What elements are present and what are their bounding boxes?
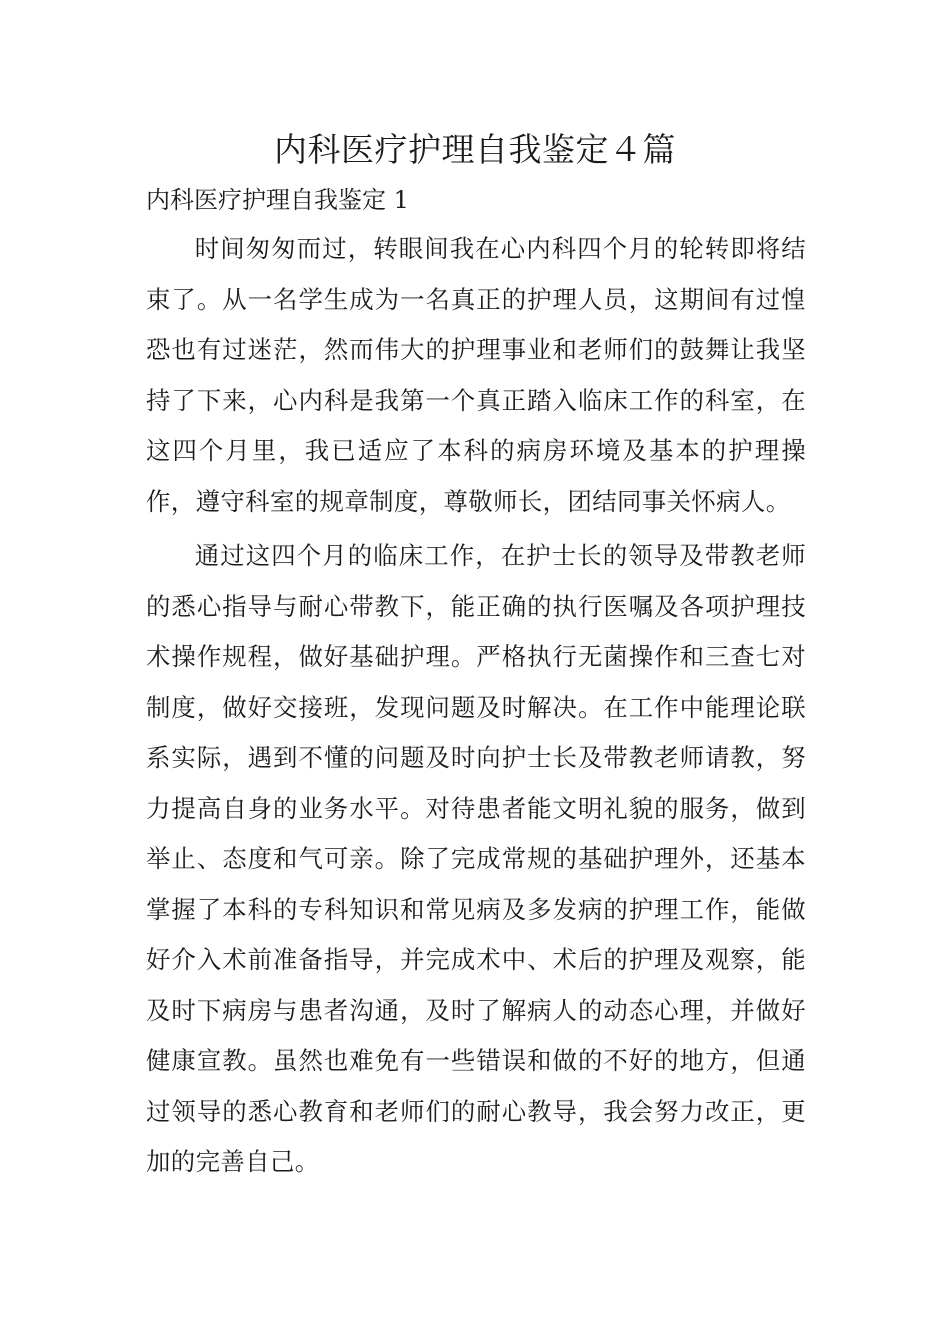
document-title: 内科医疗护理自我鉴定４篇 <box>274 130 676 169</box>
paragraph-1: 时间匆匆而过，转眼间我在心内科四个月的轮转即将结束了。从一名学生成为一名真正的护理人员，这期间有过惶恐也有过迷茫，然而伟大的护理事业和老师们的鼓舞让我坚持了下来，心内科是我第一个真正踏入临床工作的科室，在这四个月里，我已适应了本科的病房环境及基本的护理操作，遵守科室的规章制度，尊敬师长，团结同事关怀病人。 <box>146 234 806 516</box>
document-body <box>146 224 806 1192</box>
paragraph-2: 通过这四个月的临床工作，在护士长的领导及带教老师的悉心指导与耐心带教下，能正确的执行医嘱及各项护理技术操作规程，做好基础护理。严格执行无菌操作和三查七对制度，做好交接班，发现问题及时解决。在工作中能理论联系实际，遇到不懂的问题及时向护士长及带教老师请教，努力提高自身的业务水平。对待患者能文明礼貌的服务，做到举止、态度和气可亲。除了完成常规的基础护理外，还基本掌握了本科的专科知识和常见病及多发病的护理工作，能做好介入术前准备指导，并完成术中、术后的护理及观察，能及时下病房与患者沟通，及时了解病人的动态心理，并做好健康宣教。虽然也难免有一些错误和做的不好的地方，但通过领导的悉心教育和老师们的耐心教导，我会努力改正，更加的完善自己。 <box>146 541 806 1176</box>
section-heading: 内科医疗护理自我鉴定 1 <box>146 186 409 214</box>
